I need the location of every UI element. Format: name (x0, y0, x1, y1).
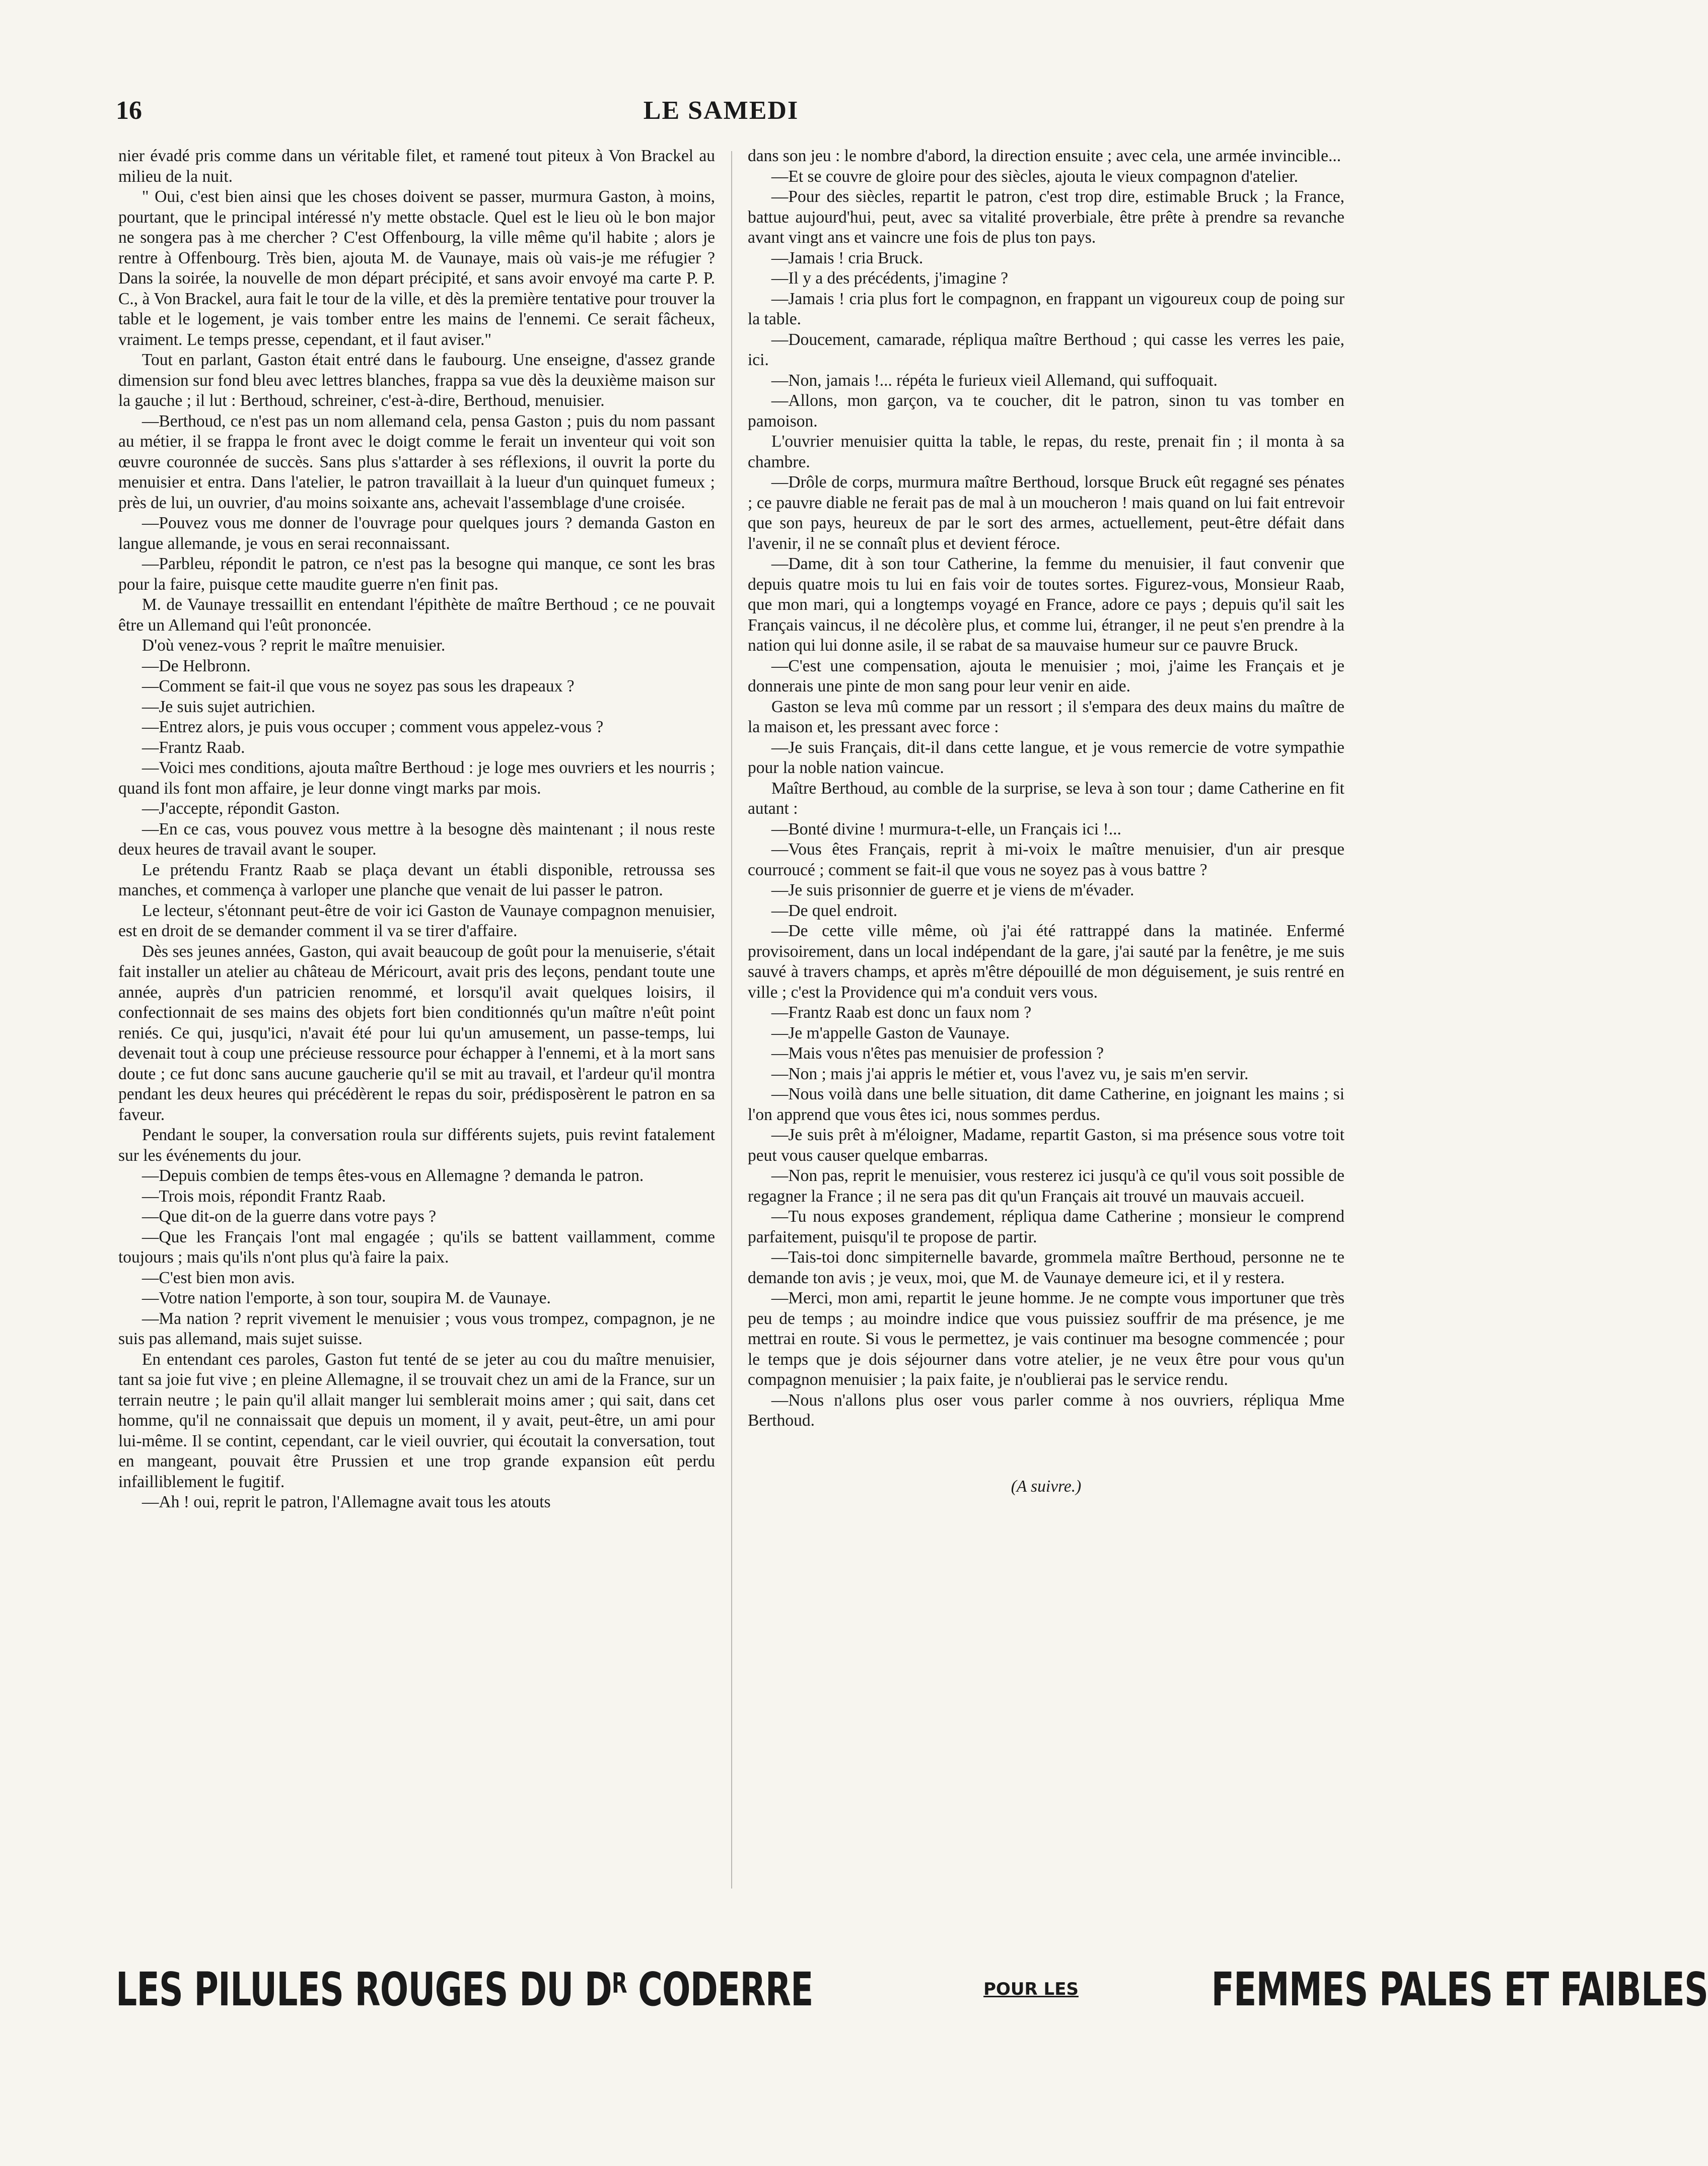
paragraph: —Frantz Raab est donc un faux nom ? (771, 1003, 1032, 1022)
paragraph: —Depuis combien de temps êtes-vous en Allemagne ? demanda le patron. (141, 1166, 644, 1185)
paragraph: Le lecteur, s'étonnant peut-être de voir ici Gaston de Vaunaye compagnon menuisier, est en droit de se demander comment il va se tirer d'affaire. (118, 901, 715, 940)
paragraph: nier évadé pris comme dans un véritable filet, et ramené tout piteux à Von Brackel au milieu de la nuit. (118, 147, 715, 186)
paragraph: —Comment se fait-il que vous ne soyez pas sous les drapeaux ? (141, 677, 575, 695)
ad-left-text: LES PILULES ROUGES DU $D^R$ CODERRE (116, 1962, 813, 2016)
paragraph: —Je suis prêt à m'éloigner, Madame, repartit Gaston, si ma présence sous votre toit peut vous causer quelque embarras. (748, 1126, 1344, 1165)
paragraph: —Mais vous n'êtes pas menuisier de profession ? (771, 1044, 1104, 1063)
paragraph: —De quel endroit. (771, 901, 898, 920)
paragraph: Maître Berthoud, au comble de la surprise, se leva à son tour ; dame Catherine en fit autant : (748, 779, 1344, 818)
ad-middle-text: POUR LES (983, 1979, 1079, 1999)
paragraph: —Jamais ! cria plus fort le compagnon, en frappant un vigoureux coup de poing sur la table. (748, 289, 1344, 328)
advertisement-banner (116, 1957, 1708, 2022)
left-column (118, 146, 715, 1894)
paragraph: —J'accepte, répondit Gaston. (141, 799, 340, 818)
paragraph: —Tu nous exposes grandement, répliqua dame Catherine ; monsieur le comprend parfaitement, puisqu'il te propose de partir. (748, 1207, 1344, 1246)
paragraph: —Et se couvre de gloire pour des siècles, ajouta le vieux compagnon d'atelier. (771, 167, 1298, 186)
paragraph: —Entrez alors, je puis vous occuper ; comment vous appelez-vous ? (141, 718, 604, 736)
paragraph: —Jamais ! cria Bruck. (771, 248, 923, 267)
paragraph: —Nous voilà dans une belle situation, dit dame Catherine, en joignant les mains ; si l'on apprend que vous êtes ici, nous sommes perdus. (748, 1085, 1344, 1124)
paragraph: —Merci, mon ami, repartit le jeune homme. Je ne compte vous importuner que très peu de temps ; au moindre indice que vous puissiez souffrir de ma présence, je me mettrai en route. Si vous le permettez, je vais continuer ma besogne commencée ; pour le temps que je dois séjourner dans votre atelier, je ne veux être pour vous qu'un compagnon menuisier ; la paix faite, je n'oublierai pas le service rendu. (748, 1289, 1344, 1389)
paragraph: —Non ; mais j'ai appris le métier et, vous l'avez vu, je sais m'en servir. (771, 1064, 1249, 1083)
paragraph: —Bonté divine ! murmura-t-elle, un Français ici !... (771, 819, 1121, 839)
paragraph: D'où venez-vous ? reprit le maître menuisier. (141, 636, 446, 655)
paragraph: Dès ses jeunes années, Gaston, qui avait beaucoup de goût pour la menuiserie, s'était fait installer un atelier au château de Méricourt, avait pris des leçons, pendant toute une année, auprès d'un patricien renommé, et lorsqu'il avait quelques loisirs, il confectionnait de ses mains des objets fort bien conditionnés qu'un maître n'eût point reniés. Ce qui, jusqu'ici, n'avait été pour lui qu'un amusement, un passe-temps, lui devenait tout à coup une précieuse ressource pour échapper à l'ennemi, et à la mort sans doute ; ce fut donc sans aucune gaucherie qu'il se mit au travail, et l'ardeur qu'il montra pendant les deux heures qui précédèrent le repas du soir, prédisposèrent le patron en sa faveur. (118, 942, 715, 1124)
page-header (116, 96, 1326, 131)
paragraph: —Trois mois, répondit Frantz Raab. (141, 1186, 386, 1206)
paragraph: —Je suis Français, dit-il dans cette langue, et je vous remercie de votre sympathie pour la noble nation vaincue. (748, 738, 1344, 777)
paragraph: —Je suis prisonnier de guerre et je viens de m'évader. (771, 881, 1134, 899)
paragraph: —Pour des siècles, repartit le patron, c'est trop dire, estimable Bruck ; la France, battue aujourd'hui, peut, avec sa vitalité proverbiale, être prête à prendre sa revanche avant vingt ans et vaincre une fois de plus ton pays. (748, 187, 1344, 247)
paragraph: —Ah ! oui, reprit le patron, l'Allemagne avait tous les atouts (141, 1493, 551, 1511)
paragraph: Gaston se leva mû comme par un ressort ; il s'empara des deux mains du maître de la maison et, les pressant avec force : (748, 697, 1344, 736)
right-column (748, 146, 1344, 1894)
ad-right-text: FEMMES PALES ET FAIBLES (1211, 1962, 1708, 2016)
paragraph: —En ce cas, vous pouvez vous mettre à la besogne dès maintenant ; il nous reste deux heures de travail avant le souper. (118, 819, 715, 859)
paragraph: —Frantz Raab. (141, 738, 245, 757)
paragraph: L'ouvrier menuisier quitta la table, le repas, du reste, prenait fin ; il monta à sa chambre. (748, 432, 1344, 471)
paragraph: Tout en parlant, Gaston était entré dans le faubourg. Une enseigne, d'assez grande dimension sur fond bleu avec lettres blanches, frappa sa vue dès la deuxième maison sur la gauche ; il lut : Berthoud, schreiner, c'est-à-dire, Berthoud, menuisier. (118, 351, 715, 410)
paragraph: —Allons, mon garçon, va te coucher, dit le patron, sinon tu vas tomber en pamoison. (748, 391, 1344, 431)
paragraph: —Ma nation ? reprit vivement le menuisier ; vous vous trompez, compagnon, je ne suis pas allemand, mais sujet suisse. (118, 1309, 715, 1348)
paragraph: —Drôle de corps, murmura maître Berthoud, lorsque Bruck eût regagné ses pénates ; ce pauvre diable ne ferait pas de mal à un moucheron ! mais quand on lui fait entrevoir que son pays, heureux de par le sort des armes, actuellement, peut-être défait dans l'avenir, il ne se connaît plus et devient féroce. (748, 473, 1344, 553)
journal-title: LE SAMEDI (643, 96, 799, 125)
column-divider (731, 151, 732, 1889)
paragraph: Pendant le souper, la conversation roula sur différents sujets, puis revint fatalement sur les événements du jour. (118, 1126, 715, 1165)
paragraph: —Je m'appelle Gaston de Vaunaye. (771, 1023, 1010, 1042)
paragraph: M. de Vaunaye tressaillit en entendant l'épithète de maître Berthoud ; ce ne pouvait être un Allemand qui l'eût prononcée. (118, 595, 715, 635)
paragraph: —De cette ville même, où j'ai été rattrappé dans la matinée. Enfermé provisoirement, dans un local indépendant de la gare, j'ai sauté par la fenêtre, je me suis sauvé à travers champs, et après m'être dépouillé de mon déguisement, je suis rentré en ville ; c'est la Providence qui m'a conduit vers vous. (748, 922, 1344, 1002)
paragraph: —Pouvez vous me donner de l'ouvrage pour quelques jours ? demanda Gaston en langue allemande, je vous en serai reconnaissant. (118, 514, 715, 553)
paragraph: —De Helbronn. (141, 656, 251, 675)
paragraph: —Que les Français l'ont mal engagée ; qu'ils se battent vaillamment, comme toujours ; mais qu'ils n'ont plus qu'à faire la paix. (118, 1227, 715, 1267)
paragraph: En entendant ces paroles, Gaston fut tenté de se jeter au cou du maître menuisier, tant sa joie fut vive ; en pleine Allemagne, il se trouvait chez un ami de la France, sur un terrain neutre ; le pain qu'il allait manger lui semblerait moins amer ; qui sait, dans cet homme, qu'il ne connaissait que depuis un moment, il y avait, peut-être, un ami pour lui-même. Il se contint, cependant, car le vieil ouvrier, qui écoutait la conversation, tout en mangeant, pouvait être Prussien et une trop grande expansion eût perdu infailliblement le fugitif. (118, 1350, 715, 1491)
continuation-note: (A suivre.) (1011, 1477, 1082, 1496)
paragraph: —Parbleu, répondit le patron, ce n'est pas la besogne qui manque, ce sont les bras pour la faire, puisque cette maudite guerre n'en finit pas. (118, 554, 715, 594)
paragraph: —Non pas, reprit le menuisier, vous resterez ici jusqu'à ce qu'il vous soit possible de regagner la France ; il ne sera pas dit qu'un Français ait trouvé un mauvais accueil. (748, 1166, 1344, 1206)
paragraph: —Doucement, camarade, répliqua maître Berthoud ; qui casse les verres les paie, ici. (748, 330, 1344, 369)
paragraph: —C'est une compensation, ajouta le menuisier ; moi, j'aime les Français et je donnerais une pinte de mon sang pour leur venir en aide. (748, 656, 1344, 695)
paragraph: —Que dit-on de la guerre dans votre pays ? (141, 1207, 437, 1226)
paragraph: —Non, jamais !... répéta le furieux vieil Allemand, qui suffoquait. (771, 371, 1218, 390)
paragraph: —Dame, dit à son tour Catherine, la femme du menuisier, il faut convenir que depuis quatre mois tu lui en fais voir de toutes sortes. Figurez-vous, Monsieur Raab, que mon mari, qui a longtemps voyagé en France, adore ce pays ; depuis qu'il sait les Français vaincus, il ne décolère plus, et comme lui, étranger, il ne peut s'en prendre à la nation qui lui donne asile, il se rabat de sa mauvaise humeur sur ce pauvre Bruck. (748, 554, 1344, 655)
paragraph: —Tais-toi donc simpiternelle bavarde, grommela maître Berthoud, personne ne te demande ton avis ; je veux, moi, que M. de Vaunaye demeure ici, et il y restera. (748, 1248, 1344, 1287)
paragraph: —Je suis sujet autrichien. (141, 697, 316, 716)
paragraph: —Il y a des précédents, j'imagine ? (771, 269, 1009, 288)
paragraph: —Vous êtes Français, reprit à mi-voix le maître menuisier, d'un air presque courroucé ; comment se fait-il que vous ne soyez pas à vous battre ? (748, 840, 1344, 879)
paragraph: —Votre nation l'emporte, à son tour, soupira M. de Vaunaye. (141, 1289, 551, 1307)
paragraph: Le prétendu Frantz Raab se plaça devant un établi disponible, retroussa ses manches, et commença à varloper une planche que venait de lui passer le patron. (118, 860, 715, 899)
paragraph: —Nous n'allons plus oser vous parler comme à nos ouvriers, répliqua Mme Berthoud. (748, 1390, 1344, 1430)
paragraph: —C'est bien mon avis. (141, 1268, 295, 1287)
paragraph: " Oui, c'est bien ainsi que les choses doivent se passer, murmura Gaston, à moins, pourtant, que le principal intéressé n'y mette obstacle. Quel est le lieu où le bon major ne songera pas à me chercher ? C'est Offenbourg, la ville même qu'il habite ; alors je rentre à Offenbourg. Très bien, ajouta M. de Vaunaye, mais où vais-je me réfugier ? Dans la soirée, la nouvelle de mon départ précipité, et sans avoir envoyé ma carte P. P. C., à Von Brackel, aura fait le tour de la ville, et dès la première tentative pour trouver la table et le logement, je vais tomber entre les mains de l'ennemi. Ce serait fâcheux, vraiment. Le temps presse, cependant, et il faut aviser." (118, 187, 715, 349)
paragraph: —Berthoud, ce n'est pas un nom allemand cela, pensa Gaston ; puis du nom passant au métier, il se frappa le front avec le doigt comme le ferait un inventeur qui voit son œuvre couronnée de succès. Sans plus s'attarder à ses réflexions, il ouvrit la porte du menuisier et entra. Dans l'atelier, le patron travaillait à la lueur d'un quinquet fumeux ; près de lui, un ouvrier, d'au moins soixante ans, achevait l'assemblage d'une croisée. (118, 411, 715, 512)
page-number: 16 (116, 96, 142, 125)
paragraph: —Voici mes conditions, ajouta maître Berthoud : je loge mes ouvriers et les nourris ; quand ils font mon affaire, je leur donne vingt marks par mois. (118, 758, 715, 798)
paragraph: dans son jeu : le nombre d'abord, la direction ensuite ; avec cela, une armée invincible... (748, 147, 1341, 165)
